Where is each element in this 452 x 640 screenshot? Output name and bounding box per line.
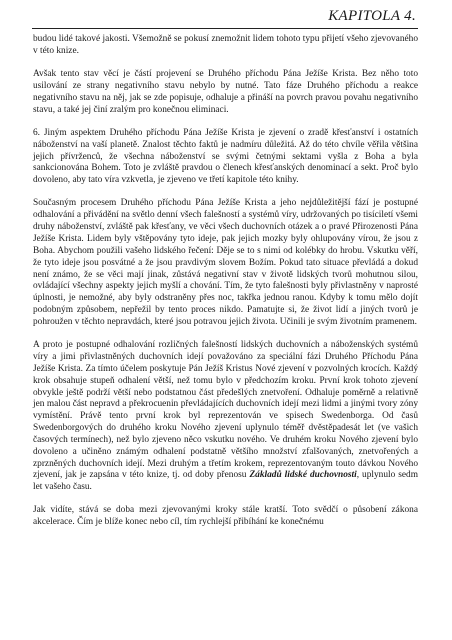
paragraph-5 xyxy=(33,340,418,494)
paragraph-1: budou lidé takové jakosti. Všemožně se pokusí znemožnit lidem tohoto typu přijetí všeho zjevovaného v této knize. xyxy=(33,34,418,56)
chapter-header: KAPITOLA 4. xyxy=(328,8,416,24)
paragraph-5-tail: , uplynulo sedm let vašeho času. xyxy=(33,470,419,493)
paragraph-4: Současným procesem Druhého příchodu Pána Ježíše Krista a jeho nejdůležitější fází je postupné odhalování a přivádění na světlo denní všech falešností a systémů víry, udržovaných po tisíciletí všemi druhy náboženství, zvláště pak křesťany, ve věci všech duchovních otázek a o pravé Přirozenosti Pána Ježíše Krista. Lidem byly vštěpovány tyto ideje, pak jejich mozky byly ohlupovány vírou, že jsou z Boha. Abychom použili vašeho lidského řečení: Děje se to s nimi od kolébky do hrobu. Vskutku věří, že tyto ideje jsou posvátné a že jsou pravdivým slovem Božím. Pokud tato situace převládá a dokud není známo, že se věci mají jinak, zůstává negativní stav v životě lidských tvorů mohutnou silou, ovládající všechny aspekty jejich myšlí a chování. Tím, že tyto falešnosti byly přivlastněny v naprosté úplnosti, je nemožné, aby byly odstraněny přes noc, takřka jednou ranou. Kdyby k tomu mělo dojít podobným způsobem, nepřežil by tento proces nikdo. Pamatujte si, že život lidí a jiných tvorů je pohroužen v těchto nepravdách, které jsou potravou jejich života. Učinili je svým životním pramenem. xyxy=(33,198,418,327)
book-title-emphasis: Základů lidské duchovnosti xyxy=(249,470,357,481)
paragraph-2: Avšak tento stav věcí je částí projevení se Druhého příchodu Pána Ježíše Krista. Bez něho toto usilování ze strany negativního stavu nebylo by nutné. Tato fáze Druhého příchodu a reakce negativního stavu na něj, jak se zde popisuje, odhaluje a přináší na povrch pravou povahu negativního stavu, a také jej činí zralým pro konečnou eliminaci. xyxy=(33,69,418,115)
paragraph-3: 6. Jiným aspektem Druhého příchodu Pána Ježíše Krista je zjevení o zradě křesťanství i ostatních náboženství na vaší planetě. Znalost těchto faktů je nadmíru důležitá. Až do této chvíle věřila většina jejich přívrženců, že všechna náboženství se svými četnými sektami vyšla z Boha a byla sankcionována Bohem. Toto je zvláště pravdou o členech křesťanských denominací a sekt. Proč bylo dovoleno, aby tato víra vzkvetla, je zjeveno ve třetí kapitole této knihy. xyxy=(33,127,418,186)
paragraph-5-text: A proto je postupné odhalování rozličných falešností lidských duchovních a náboženských systémů víry a jimi přivlastněných duchovních idejí považováno za speciální fázi Druhého Příchodu Pána Ježíše Krista. Za tímto účelem poskytuje Pán Ježíš Kristus Nové zjevení v pozvolných krocích. Každý krok obsahuje stupeň odhalení větší, než tomu bylo v předchozím kroku. První krok tohoto zjevení obvykle ještě podrží větší nebo podstatnou část předešlých znetvoření. Odhaluje poměrně a relativně jen malou část nepravd a překrocuenin převládajících duchovních idejí mezi lidmi a jinými tvory zóny vymístění. Právě tento první krok byl reprezentován ve spisech Swedenborga. Od časů Swedenborgových do druhého kroku Nového zjevení uplynulo téměř dvěstěpadesát let (ve vašich časových termínech), než bylo zjeveno něco vskutku nového. Ve druhém kroku Nového zjevení bylo dovoleno a učiněno známým odhalení podstatně většího množství zfalšovaných, znetvořených a zprzněných duchovních idejí. Mezi druhým a třetím krokem, reprezentovaným touto dávkou Nového zjevení, jak je zapsána v této knize, tj. od doby přenosu xyxy=(33,340,418,481)
paragraph-6: Jak vidíte, stává se doba mezi zjevovanými kroky stále kratší. Toto svědčí o působení zákona akcelerace. Čím je blíže konec nebo cíl, tím rychlejší přibíhání ke konečnému xyxy=(33,505,418,528)
page-body xyxy=(33,34,418,529)
header-rule xyxy=(32,28,418,29)
